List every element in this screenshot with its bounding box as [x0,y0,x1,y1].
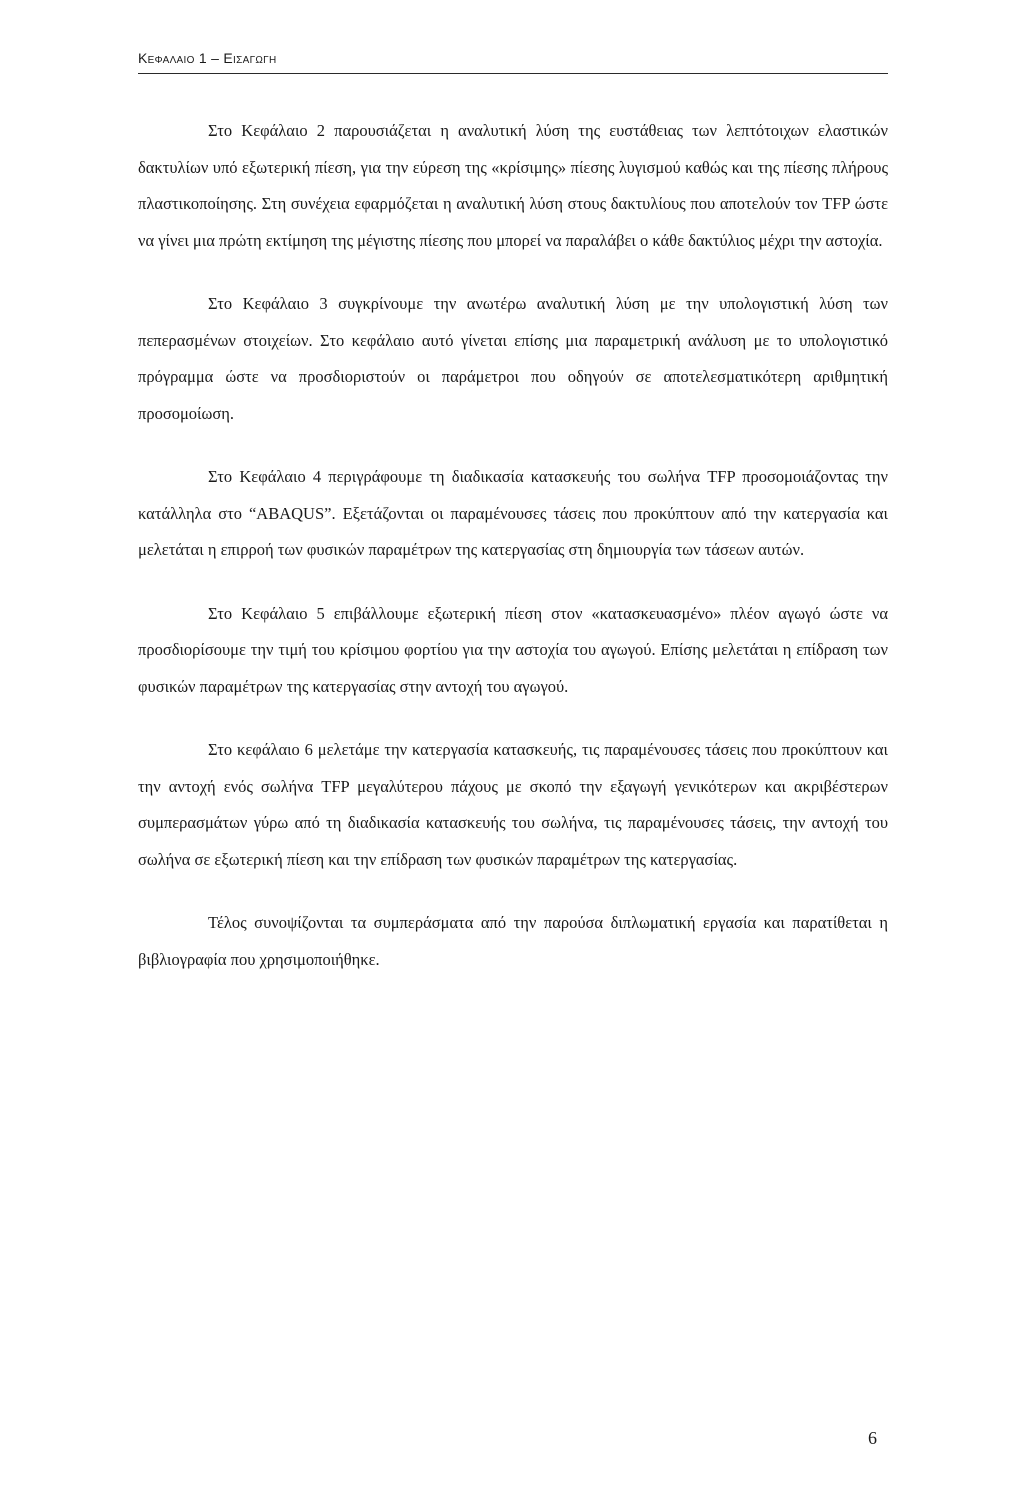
paragraph-chapter-6: Στο κεφάλαιο 6 μελετάμε την κατεργασία κατασκευής, τις παραμένουσες τάσεις που προκύπτουν και την αντοχή ενός σωλήνα TFP μεγαλύτερου πάχους με σκοπό την εξαγωγή γενικότερων και ακριβέστερων συμπερασμάτων γύρω από τη διαδικασία κατασκευής του σωλήνα, τις παραμένουσες τάσεις, την αντοχή του σωλήνα σε εξωτερική πίεση και την επίδραση των φυσικών παραμέτρων της κατεργασίας. [138,740,888,869]
paragraph-chapter-2: Στο Κεφάλαιο 2 παρουσιάζεται η αναλυτική λύση της ευστάθειας των λεπτότοιχων ελαστικών δακτυλίων υπό εξωτερική πίεση, για την εύρεση της «κρίσιμης» πίεσης λυγισμού καθώς και της πίεσης πλήρους πλαστικοποίησης. Στη συνέχεια εφαρμόζεται η αναλυτική λύση στους δακτυλίους που αποτελούν τον TFP ώστε να γίνει μια πρώτη εκτίμηση της μέγιστης πίεσης που μπορεί να παραλάβει ο κάθε δακτύλιος μέχρι την αστοχία. [138,121,888,250]
body-text [138,113,888,1005]
paragraph-chapter-3: Στο Κεφάλαιο 3 συγκρίνουμε την ανωτέρω αναλυτική λύση με την υπολογιστική λύση των πεπερασμένων στοιχείων. Στο κεφάλαιο αυτό γίνεται επίσης μια παραμετρική ανάλυση με το υπολογιστικό πρόγραμμα ώστε να προσδιοριστούν οι παράμετροι που οδηγούν σε αποτελεσματικότερη αριθμητική προσομοίωση. [138,294,888,423]
page-number: 6 [868,1428,877,1448]
header-rule [138,73,888,74]
paragraph-conclusion: Τέλος συνοψίζονται τα συμπεράσματα από την παρούσα διπλωματική εργασία και παρατίθεται η βιβλιογραφία που χρησιμοποιήθηκε. [138,913,888,969]
paragraph-chapter-4: Στο Κεφάλαιο 4 περιγράφουμε τη διαδικασία κατασκευής του σωλήνα TFP προσομοιάζοντας την κατάλληλα στο “ABAQUS”. Εξετάζονται οι παραμένουσες τάσεις που προκύπτουν από την κατεργασία και μελετάται η επιρροή των φυσικών παραμέτρων της κατεργασίας στη δημιουργία των τάσεων αυτών. [138,467,888,559]
running-header: Κεφαλαιο 1 – Εισαγωγη [138,50,277,66]
paragraph-chapter-5: Στο Κεφάλαιο 5 επιβάλλουμε εξωτερική πίεση στον «κατασκευασμένο» πλέον αγωγό ώστε να προσδιορίσουμε την τιμή του κρίσιμου φορτίου για την αστοχία του αγωγού. Επίσης μελετάται η επίδραση των φυσικών παραμέτρων της κατεργασίας στην αντοχή του αγωγού. [138,603,888,696]
